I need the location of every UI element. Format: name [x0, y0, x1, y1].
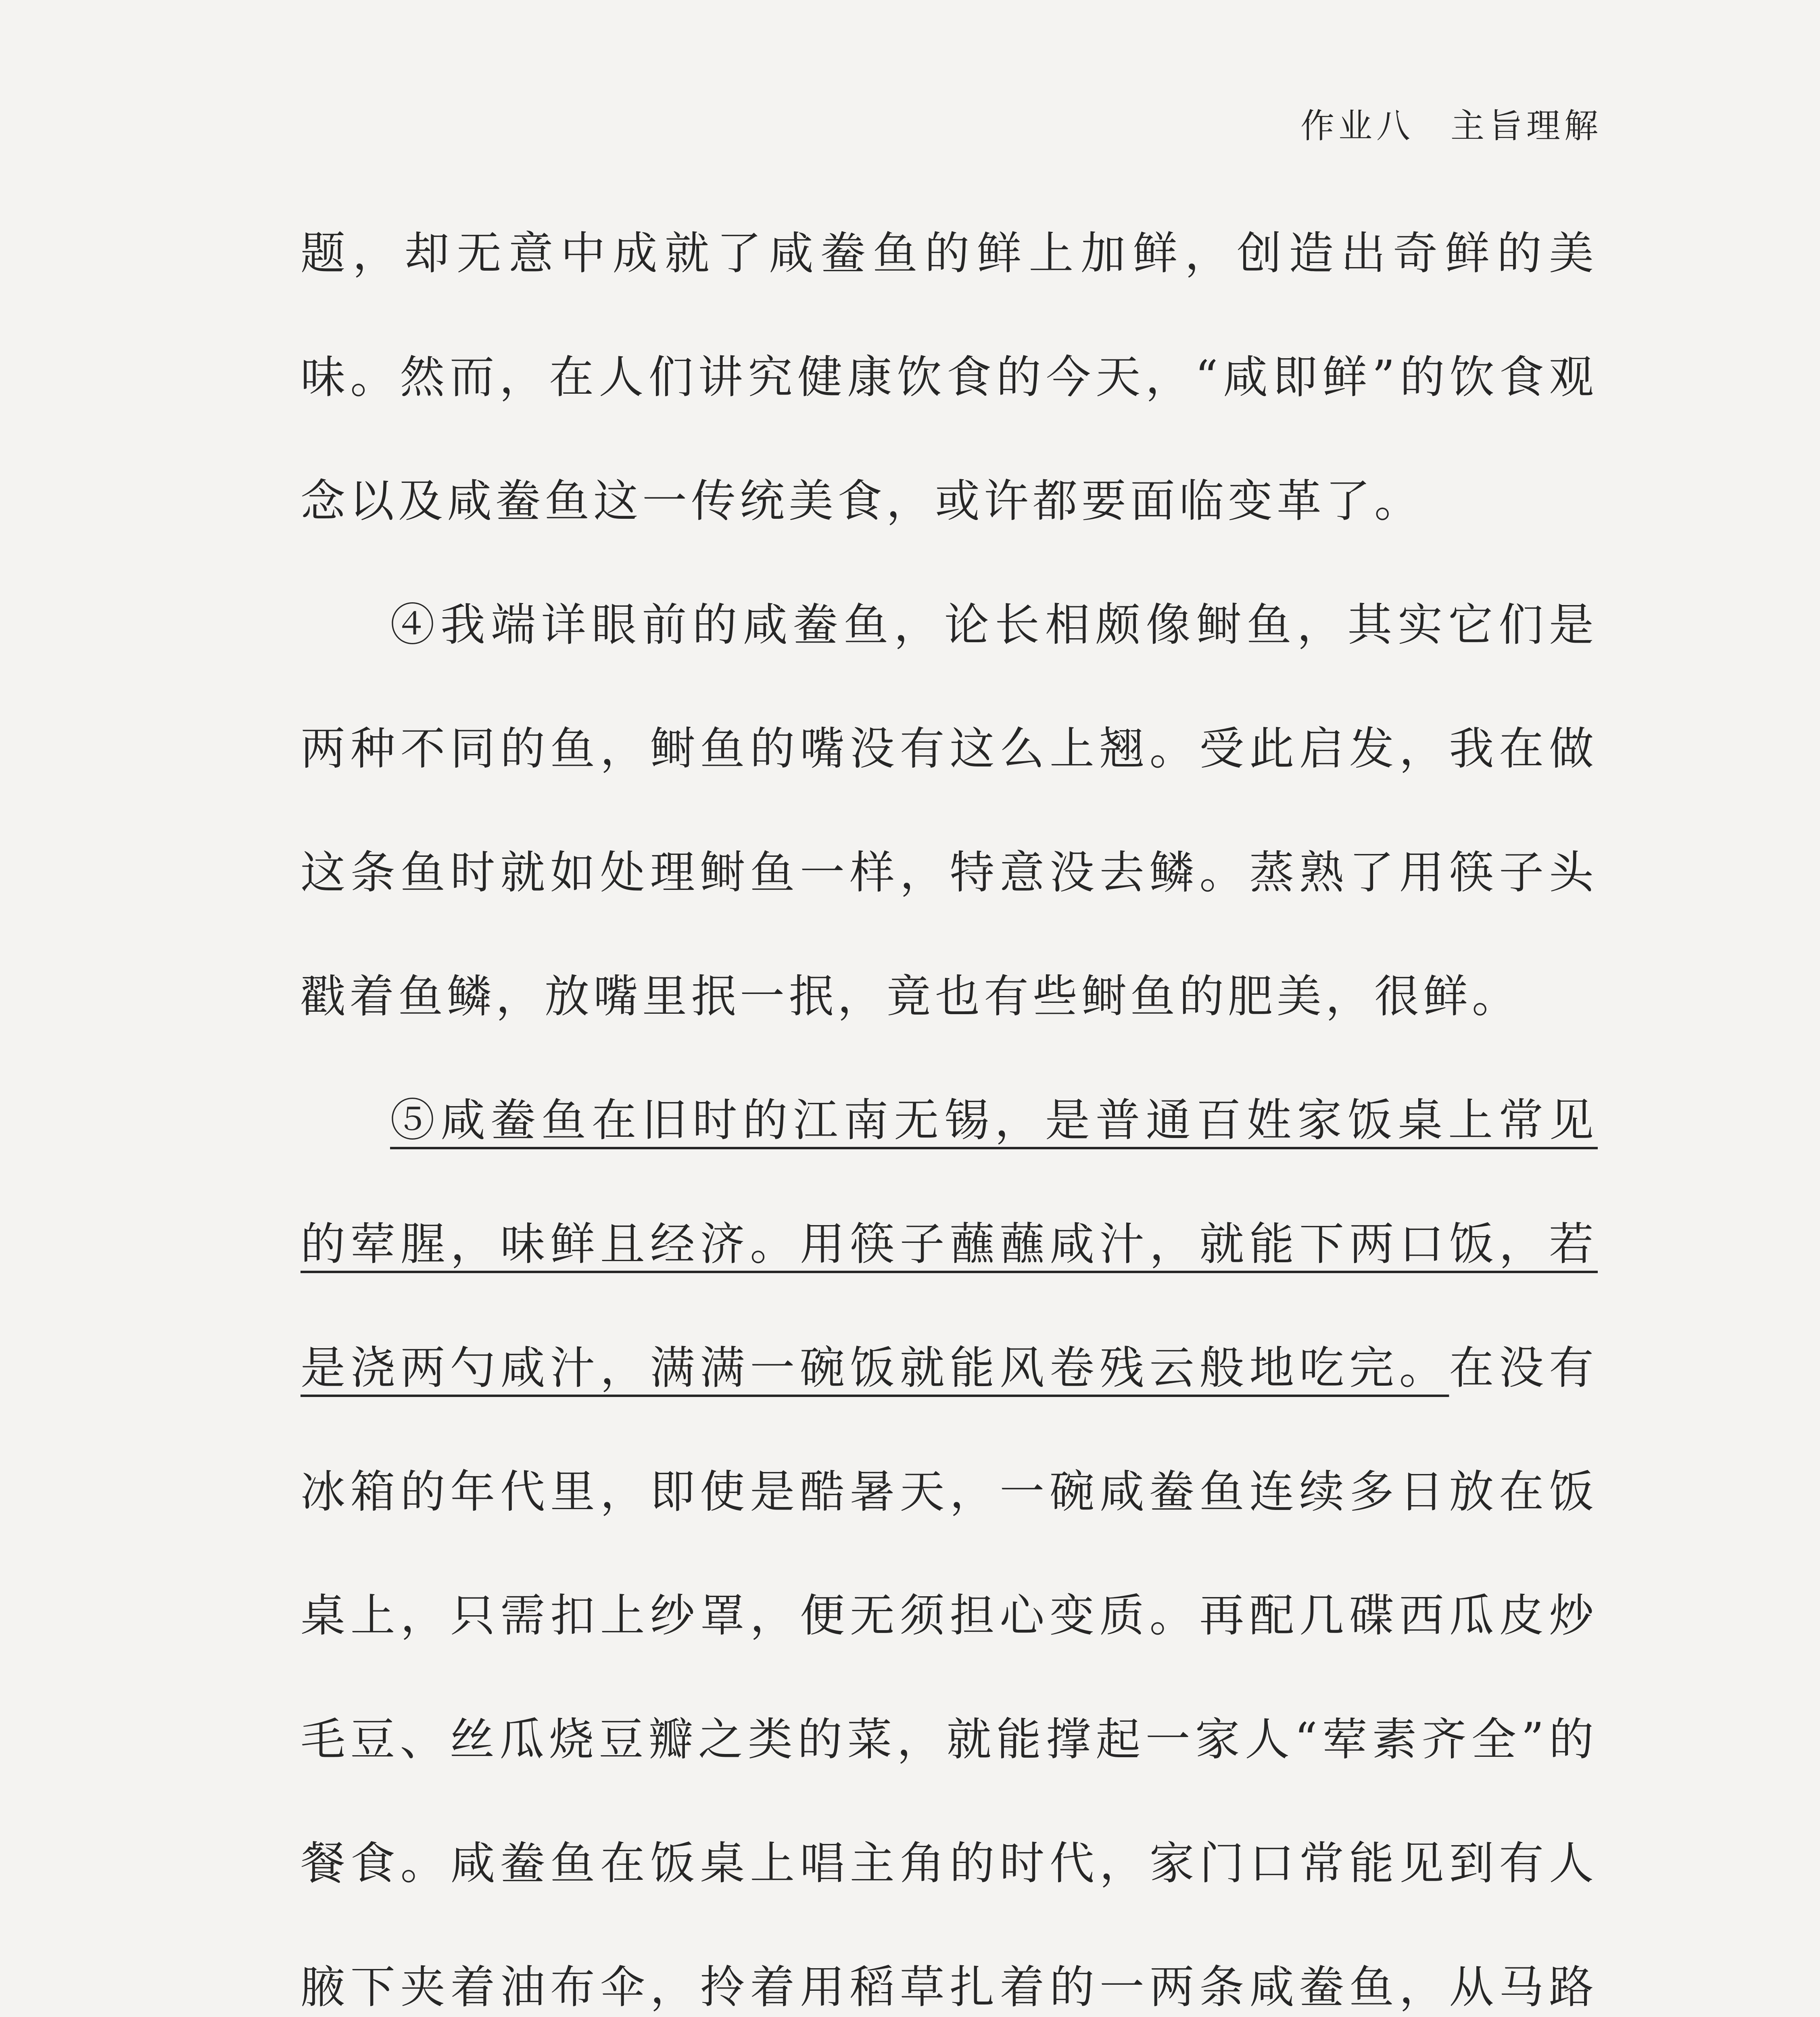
underlined-sentence: ⑤咸鲞鱼在旧时的江南无锡，是普通百姓家饭桌上常见的荤腥，味鲜且经济。用筷子蘸蘸咸汁，就能下两口饭，若是浇两勺咸汁，满满一碗饭就能风卷残云般地吃完。 [301, 1094, 1598, 1394]
paragraph-5 [301, 1059, 1598, 2017]
article-body [301, 192, 1598, 2017]
running-header [1300, 99, 1602, 148]
paragraph-4: ④我端详眼前的咸鲞鱼，论长相颇像鲥鱼，其实它们是两种不同的鱼，鲥鱼的嘴没有这么上翘。受此启发，我在做这条鱼时就如处理鲥鱼一样，特意没去鳞。蒸熟了用筷子头戳着鱼鳞，放嘴里抿一抿，竟也有些鲥鱼的肥美，很鲜。 [301, 599, 1598, 1023]
header-topic: 主旨理解 [1450, 106, 1602, 146]
paragraph-3-continued: 题，却无意中成就了咸鲞鱼的鲜上加鲜，创造出奇鲜的美味。然而，在人们讲究健康饮食的今天，“咸即鲜”的饮食观念以及咸鲞鱼这一传统美食，或许都要面临变革了。 [301, 228, 1598, 527]
header-assignment: 作业八 [1300, 106, 1414, 146]
paragraph-5-rest: 在没有冰箱的年代里，即使是酷暑天，一碗咸鲞鱼连续多日放在饭桌上，只需扣上纱罩，便无须担心变质。再配几碟西瓜皮炒毛豆、丝瓜烧豆瓣之类的菜，就能撑起一家人“荤素齐全”的餐食。咸鲞鱼在饭桌上唱主角的时代，家门口常能见到有人腋下夹着油布伞，拎着用稻草扎着的一两条咸鲞鱼，从马路 [301, 1342, 1598, 2013]
